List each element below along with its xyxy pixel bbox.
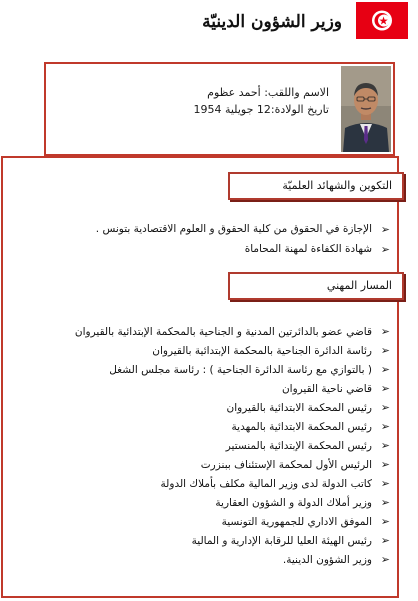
page-title: وزير الشؤون الدينيّة xyxy=(202,12,342,32)
arrow-bullet-icon: ➢ xyxy=(380,534,390,547)
list-item: ➢ الرئيس الأول لمحكمة الإستئناف ببنزرت xyxy=(200,458,390,471)
list-item: ➢ كاتب الدولة لدى وزير المالية مكلف بأملاك الدولة xyxy=(160,477,390,490)
list-item: ➢ رئيس المحكمة الابتدائية بالمهدية xyxy=(231,420,390,433)
list-item: ➢ الموفق الاداري للجمهورية التونسية xyxy=(221,515,390,528)
name-line: الاسم واللقب: أحمد عظوم xyxy=(207,86,329,99)
profile-box xyxy=(44,62,395,156)
education-heading: التكوين والشهائد العلميّة xyxy=(228,172,404,200)
career-heading: المسار المهني xyxy=(228,272,404,300)
education-list xyxy=(96,219,390,259)
list-item: ➢ شهادة الكفاءة لمهنة المحاماة xyxy=(244,242,390,256)
arrow-bullet-icon: ➢ xyxy=(380,553,390,566)
arrow-bullet-icon: ➢ xyxy=(380,401,390,414)
arrow-bullet-icon: ➢ xyxy=(380,222,390,236)
list-item: ➢ ( بالتوازي مع رئاسة الدائرة الجناحية ) : رئاسة مجلس الشغل xyxy=(109,363,390,376)
list-item: ➢ وزير أملاك الدولة و الشؤون العقارية xyxy=(215,496,390,509)
arrow-bullet-icon: ➢ xyxy=(380,496,390,509)
list-item: ➢ رئاسة الدائرة الجناحية بالمحكمة الإبتدائية بالقيروان xyxy=(152,344,390,357)
list-item: ➢ وزير الشؤون الدينية. xyxy=(282,553,390,566)
list-item: ➢ رئيس الهيئة العليا للرقابة الإدارية و المالية xyxy=(191,534,390,547)
birth-date-line: تاريخ الولادة:12 جويلية 1954 xyxy=(193,103,329,116)
arrow-bullet-icon: ➢ xyxy=(380,363,390,376)
arrow-bullet-icon: ➢ xyxy=(380,420,390,433)
tunisia-flag-icon xyxy=(356,2,408,39)
arrow-bullet-icon: ➢ xyxy=(380,515,390,528)
career-list xyxy=(75,322,390,569)
list-item: ➢ قاضي ناحية القيروان xyxy=(281,382,390,395)
arrow-bullet-icon: ➢ xyxy=(380,382,390,395)
arrow-bullet-icon: ➢ xyxy=(380,477,390,490)
arrow-bullet-icon: ➢ xyxy=(380,458,390,471)
list-item: ➢ الإجازة في الحقوق من كلية الحقوق و العلوم الاقتصادية بتونس . xyxy=(95,222,390,236)
list-item: ➢ رئيس المحكمة الابتدائية بالقيروان xyxy=(226,401,390,414)
arrow-bullet-icon: ➢ xyxy=(380,242,390,256)
list-item: ➢ رئيس المحكمة الإبتدائية بالمنستير xyxy=(225,439,390,452)
portrait-photo xyxy=(341,66,391,152)
arrow-bullet-icon: ➢ xyxy=(380,325,390,338)
list-item: ➢ قاضي عضو بالدائرتين المدنية و الجناحية بالمحكمة الإبتدائية بالقيروان xyxy=(74,325,390,338)
arrow-bullet-icon: ➢ xyxy=(380,344,390,357)
arrow-bullet-icon: ➢ xyxy=(380,439,390,452)
